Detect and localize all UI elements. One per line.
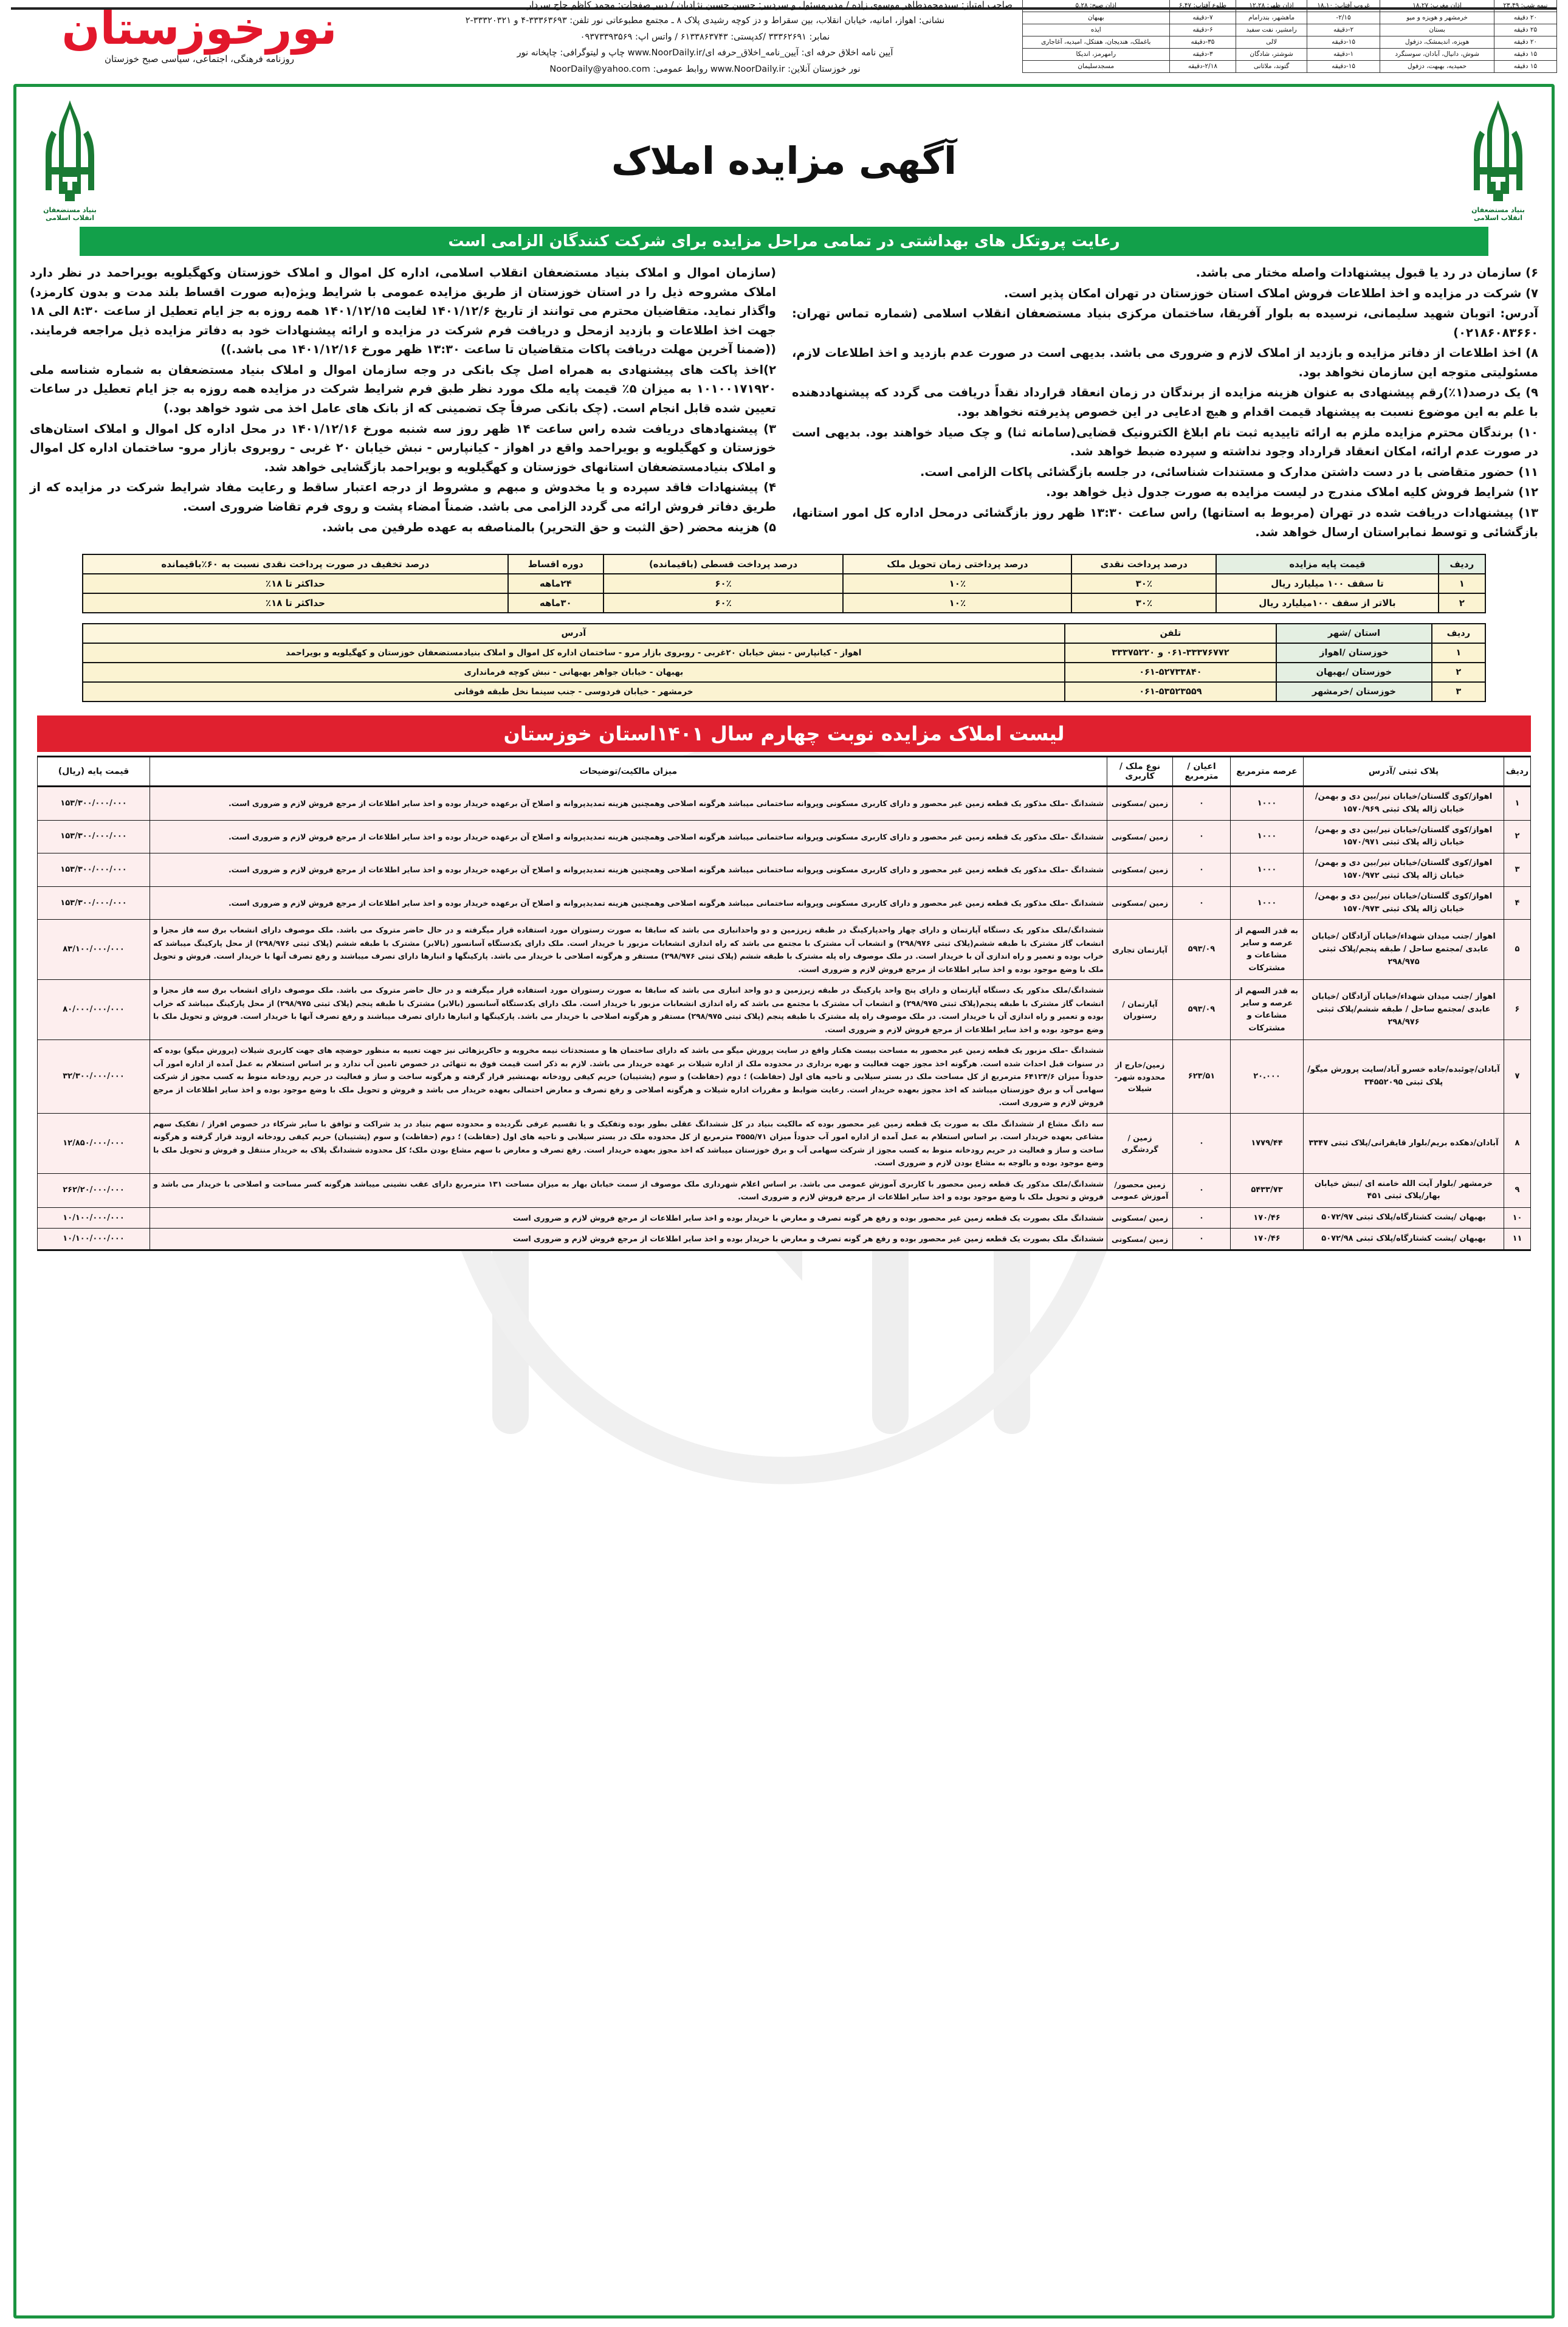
cell-address: خرمشهر - خیابان فردوسی - جنب سینما نخل طبقه فوقانی [83,682,1065,702]
imprint-line-2: نشانی: اهواز، امانیه، خیابان انقلاب، بین سقراط و دز کوچه رشیدی پلاک ۸ ـ مجتمع مطبوعاتی نور تلفن: ۳۳۳۶۳۶۹۳-۴ و ۳۳۳۲۰۳۲۱-۲ [465,16,945,26]
cell-address: بهبهان /پشت کشتارگاه/پلاک ثبتی ۵۰۷۲/۹۸ [1304,1229,1504,1250]
col-header-phone: تلفن [1065,624,1276,643]
cell-price: ۱۵۳/۳۰۰/۰۰۰/۰۰۰ [38,886,150,920]
clause: آدرس: اتوبان شهید سلیمانی، نرسیده به بلوار آفریقا، ساختمان مرکزی بنیاد مستضعفان انقلاب اسلامی (شماره تماس تهران: ۰۲۱۸۶۰۸۳۶۶۰) [792,306,1538,340]
prayer-times-table [1022,0,1557,72]
cell-land-area: ۵۴۳۳/۷۳ [1231,1173,1304,1207]
imprint-line-3: نمابر: ۳۳۳۶۲۶۹۱ /کدپستی: ۶۱۳۳۸۶۳۷۴۳ / واتس اپ: ۰۹۳۷۳۳۹۳۵۶۹ [580,32,830,42]
prayer-cell: ۱۵ دقیقه [1494,49,1556,61]
cell-usage: آپارتمان تجاری [1107,920,1173,980]
cell-notes: ششدانگ ملک بصورت یک قطعه زمین غیر محصور بوده و رفع هر گونه تصرف و معارض با خریدار بوده و اخذ سایر اطلاعات از مرجع فروش لازم و ضروری است [150,1207,1107,1229]
clause: (سازمان اموال و املاک بنیاد مستضعفان انقلاب اسلامی، اداره کل اموال و املاک خوزستان وکهگیلویه بویراحمد در نظر دارد املاک مشروحه ذیل را در استان خوزستان از طریق مزایده عمومی با شرایط ویژه(به صورت اقساط بلند مدت و بدون کارمزد) واگذار نماید. متقاضیان محترم می توانند از تاریخ ۱۴۰۱/۱۲/۶ لغایت ۱۴۰۱/۱۲/۱۵ همه روزه به جز ایام تعطیل از ساعت ۸:۳۰ الی ۱۸ جهت اخذ اطلاعات و بازدید ازمحل و دریافت فرم شرکت در مزایده و ارائه پیشنهادات خود به دفاتر مزایده ذیل مراجعه فرمایند. ((ضمنا آخرین مهلت دریافت پاکات متقاضیان تا ساعت ۱۳:۳۰ ظهر مورخ ۱۴۰۱/۱۲/۱۶ می باشد.)) [30,266,777,357]
cell-phone: ۰۶۱-۳۳۳۷۶۷۷۲ و ۳۳۳۷۵۲۲۰ [1065,643,1276,663]
prayer-cell: شوش، دانیال، آبادان، سوسنگرد [1380,49,1494,61]
cell-row-no: ۱ [1439,574,1485,593]
cell-phone: ۰۶۱-۵۲۷۳۳۸۴۰ [1065,663,1276,682]
cell-usage: زمین/خارج از محدوده شهر- شیلات [1107,1040,1173,1114]
clause: ۱۰) برندگان محترم مزایده ملزم به ارائه تاییدیه ثبت نام ابلاغ الکترونیک قضایی(سامانه ثنا) و چک صیاد خواهند بود. بدیهی است در صورت عدم ارائه، امکان انعقاد قرارداد وجود نداشته و سپرده ضبط خواهد شد. [792,425,1538,459]
cell-price: ۱۵۳/۳۰۰/۰۰۰/۰۰۰ [38,787,150,821]
cell-land-area: ۱۷۷۹/۴۴ [1231,1113,1304,1173]
col-header-building-area: اعیان /مترمربع [1173,757,1231,787]
prayer-cell: ۲/۱۵- [1307,12,1380,24]
cell-building-area: ۰ [1173,787,1231,821]
col-header-province-city: استان /شهر [1276,624,1432,643]
table-header-row [83,554,1485,574]
prayer-cell: ۱-دقیقه [1307,49,1380,61]
prayer-cell: ایذه [1023,24,1170,36]
clause: ۵) هزینه محضر (حق الثبت و حق التحریر) بالمناصفه به عهده طرفین می باشد. [322,520,776,534]
cell-row-no: ۲ [1432,663,1485,682]
cell-notes: ششدانگ/ملک مذکور یک دستگاه آپارتمان و دارای پنج واحد پارکینگ در طبقه زیرزمین و دو واحد انباری می باشد که سابقا به صورت رستوران مورد استفاده قرار میگرفته و در حال حاضر متروک می باشد. ملک موصوف دارای انشعاب برق سه فاز مجزا و انشعاب گاز مشترک با طبقه پنجم(پلاک ثبتی ۲۹۸/۹۷۵) و انشعاب آب مشترک با مجتمع می باشد که راه اندازی انشعابات مزبور با خریدار است. ملک دارای یکدستگاه آسانسور (بالابر) مشترک با طبقه پنجم (پلاک ثبتی ۲۹۸/۹۷۵) از محل پارکینگ میباشد که خراب بوده و تعمیر و راه اندازی آن با خریدار است. در ملک موصوف راه پله مشترک با طبقه پنجم (پلاک ثبتی ۲۹۸/۹۷۵) مستقر و هرگونه اصلاحی با خریدار می باشد. پارکینگها و انبارها دارای تصرف میباشند و رفع تصرف آنها با خریدار است. فروش و تحویل ملک با وضع موجود بوده و اخذ سایر اطلاعات از مرجع فروش لازم و ضروری است. [150,980,1107,1040]
cell-notes: ششدانگ/ملک مذکور یک دستگاه آپارتمان و دارای چهار واحدپارکینگ در طبقه زیرزمین و دو واحدانباری می باشد که سابقا به صورت رستوران مورد استفاده قرار میگرفته و در حال حاضر متروک می باشد. ملک موصوف دارای انشعاب برق سه فاز مجزا و انشعاب گاز مشترک با طبقه ششم(پلاک ثبتی ۲۹۸/۹۷۶) و انشعاب آب مشترک با مجتمع می باشد که راه اندازی انشعابات مزبور با خریدار است. ملک دارای یکدستگاه آسانسور (بالابر) مشترک با طبقه ششم (پلاک ثبتی ۲۹۸/۹۷۶) از محل پارکینگ میباشد که خراب بوده و تعمیر و راه اندازی آن با خریدار است. در ملک موصوف راه پله مشترک با طبقه ششم (پلاک ثبتی ۲۹۸/۹۷۶) مستقر و هرگونه اصلاحی با خریدار می باشد. پارکینگها و انبارها دارای تصرف میباشند و رفع تصرف آنها با خریدار است. فروش و تحویل ملک با وضع موجود بوده و اخذ سایر اطلاعات از مرجع فروش لازم و ضروری است. [150,920,1107,980]
cell-row-no: ۵ [1504,920,1531,980]
cell-building-area: ۰ [1173,886,1231,920]
cell-building-area: ۵۹۳/۰۹ [1173,980,1231,1040]
prayer-cell: ماهشهر، بندرامام [1236,12,1307,24]
cell-handover-pct: ۱۰٪ [843,593,1071,613]
table-header-row [38,757,1531,787]
newspaper-slogan: روزنامه فرهنگی، اجتماعی، سیاسی صبح خوزستان [104,53,295,65]
prayer-cell: ۳۵-دقیقه [1169,36,1236,49]
clause: ۱۱) حضور متقاضی با در دست داشتن مدارک و مستندات شناسائی، در جلسه بازگشائی پاکات الزامی است. [920,464,1538,479]
col-header-handover-pct: درصد پرداختی زمان تحویل ملک [843,554,1071,574]
bonyad-logo-icon [41,99,99,202]
cell-usage: زمین /مسکونی [1107,1229,1173,1250]
prayer-cell: خرمشهر و هویزه و میو [1380,12,1494,24]
cell-land-area: ۱۰۰۰ [1231,886,1304,920]
cell-base-price: تا سقف ۱۰۰ میلیارد ریال [1216,574,1438,593]
prayer-cell: حمیدیه، بهبهت، دزفول [1380,61,1494,73]
cell-address: بهبهان - خیابان جواهر بهبهانی - نبش کوچه فرمانداری [83,663,1065,682]
cell-address: اهواز/کوی گلستان/خیابان نیر/بین دی و بهمن/خیابان ژاله پلاک ثبتی ۱۵۷۰/۹۶۹ [1304,787,1504,821]
prayer-cell: ۶-دقیقه [1169,24,1236,36]
cell-notes: ششدانگ -ملک مذکور یک قطعه زمین غیر محصور و دارای کاربری مسکونی وپروانه ساختمانی میباشد هرگونه اصلاحی وهمچنین هزینه تمدیدپروانه و اصلاح آن برعهده خریدار بوده و اخذ سایر اطلاعات از مرجع فروش لازم و ضروری است. [150,886,1107,920]
table-row [38,1040,1531,1114]
prayer-cell: شوشتر، شادگان [1236,49,1307,61]
cell-row-no: ۷ [1504,1040,1531,1114]
cell-usage: زمین /مسکونی [1107,853,1173,887]
cell-price: ۱۵۳/۳۰۰/۰۰۰/۰۰۰ [38,853,150,887]
cell-notes: ششدانگ/ملک مذکور یک قطعه زمین محصور با کاربری آموزش عمومی می باشد. بر اساس اعلام شهرداری ملک موصوف از سمت خیابان بهار به میزان مساحت ۱۳۱ مترمربع دارای عقب نشینی میباشد هرگونه کسر مساحت و اصلاحی با خریدار می باشد و فروش و تحویل ملک با وضع موجود بوده و اخذ سایر اطلاعات از مرجع فروش لازم و ضروری است. [150,1173,1107,1207]
property-list-wrapper [27,756,1541,1251]
prayer-cell: بهبهان [1023,12,1170,24]
prayer-row [1023,12,1557,24]
cell-notes: ششدانگ -ملک مذکور یک قطعه زمین غیر محصور و دارای کاربری مسکونی وپروانه ساختمانی میباشد هرگونه اصلاحی وهمچنین هزینه تمدیدپروانه و اصلاح آن برعهده خریدار بوده و اخذ سایر اطلاعات از مرجع فروش لازم و ضروری است. [150,820,1107,853]
table-row [38,853,1531,887]
ad-body-left-column [792,263,1538,543]
prayer-row [1023,49,1557,61]
cell-province-city: خوزستان /بهبهان [1276,663,1432,682]
table-row [38,1173,1531,1207]
prayer-cell: ۳-دقیقه [1169,49,1236,61]
clause: ۴) پیشنهادات فاقد سپرده و یا مخدوش و مبهم و مشروط از درجه اعتبار ساقط و رعایت مفاد شرایط شرکت در مزایده که از طریق دفاتر فروش ارائه می گردد الزامی می باشد. ضمناً امضاء پشت و روی فرم تقاضا ضروری است. [30,480,776,514]
prayer-cell: لالی [1236,36,1307,49]
imprint-line-4: آیین نامه اخلاق حرفه ای: آیین_نامه_اخلاق_حرفه ای/www.NoorDaily.ir چاپ و لیتوگرافی: چاپخانه نور [517,48,893,58]
property-list-banner: لیست املاک مزایده نوبت چهارم سال ۱۴۰۱استان خوزستان [37,715,1531,752]
table-row [38,920,1531,980]
col-header-ownership-notes: میزان مالکیت/توضیحات [150,757,1107,787]
cell-period: ۳۰ماهه [508,593,603,613]
cell-period: ۲۴ماهه [508,574,603,593]
col-header-usage: نوع ملک /کاربری [1107,757,1173,787]
cell-usage: زمین /مسکونی [1107,787,1173,821]
prayer-header-cell: اذان ظهر: ۱۲.۲۸ [1236,0,1307,12]
cell-building-area: ۵۹۳/۰۹ [1173,920,1231,980]
cell-usage: زمین /گردشگری [1107,1113,1173,1173]
col-header-address: پلاک ثبتی /آدرس [1304,757,1504,787]
table-row [38,980,1531,1040]
table-row [38,820,1531,853]
imprint-line-5: نور خوزستان آنلاین: www.NoorDaily.ir روابط عمومی: NoorDaily@yahoo.com [549,64,861,74]
offices-table [82,623,1486,702]
cell-building-area: ۰ [1173,1229,1231,1250]
clause: ۱۲) شرایط فروش کلیه املاک مندرج در لیست مزایده به صورت جدول ذیل خواهد بود. [1046,485,1538,500]
cell-price: ۱۰/۱۰۰/۰۰۰/۰۰۰ [38,1229,150,1250]
cell-row-no: ۳ [1504,853,1531,887]
cell-notes: سه دانگ مشاع از ششدانگ ملک به صورت یک قطعه زمین غیر محصور بوده که مالکیت بنیاد در کل ششدانگ عقلی بطور بوده وتفکیک و یا تقسیم عرفی نگردیده و محدوده سهم بنیاد در ید شراکت و توافق با سایر شرکاء در خصوص افراز / تفکیک سهم مشاعی بعهده خریدار است. بر اساس استعلام به عمل آمده از اداره امور آب حدوداً میزان ۳۵۵۵/۷۱ مترمربع از کل محدوده ملک در بستر سیلابی و ناحیه های اول (حفاظت) ؛ دوم (حفاظت) و سوم (پشتیبان) حریم کیفی رودخانه اروند قرار گرفته و هرگونه ساخت و ساز و فعالیت در حریم رودخانه منوط به کسب مجوز از شرکت سهامی آب و برق خوزستان میباشد که اخذ مجوز بعهده خریدار است. رفع تصرف و معارض با سهم مشاع بودن ملک؛ کل محدوده ششدانگ پلاک به خریدار منتقل و فروش و تحویل ملک با وضع موجود بوده و بالوجه به مشاع بودن لازم و ضروری است. [150,1113,1107,1173]
newspaper-title: نورخوزستان [61,2,337,55]
prayer-cell: ۲۰ دقیقه [1494,36,1556,49]
ad-body-columns [27,263,1541,543]
prayer-cell: گتوند، ملاثانی [1236,61,1307,73]
prayer-row [1023,61,1557,73]
cell-row-no: ۹ [1504,1173,1531,1207]
cell-address: اهواز - کیانپارس - نبش خیابان ۲۰غربی - روبروی بازار مرو - ساختمان اداره کل اموال و املاک بنیادمستضعفان خوزستان و کهگیلویه و بویراحمد [83,643,1065,663]
cell-land-area: ۱۷۰/۴۶ [1231,1229,1304,1250]
health-protocol-banner: رعایت پروتکل های بهداشتی در تمامی مراحل مزایده برای شرکت کنندگان الزامی است [80,227,1488,256]
col-header-row-no: ردیف [1439,554,1485,574]
cell-row-no: ۲ [1439,593,1485,613]
cell-land-area: ۱۰۰۰ [1231,787,1304,821]
table-header-row [83,624,1485,643]
col-header-row-no: ردیف [1504,757,1531,787]
prayer-cell: ۱۵-دقیقه [1307,36,1380,49]
col-header-cash-pct: درصد پرداخت نقدی [1071,554,1216,574]
cell-building-area: ۰ [1173,820,1231,853]
cell-province-city: خوزستان /خرمشهر [1276,682,1432,702]
cell-building-area: ۰ [1173,1207,1231,1229]
cell-land-area: ۱۰۰۰ [1231,853,1304,887]
cell-row-no: ۶ [1504,980,1531,1040]
cell-notes: ششدانگ -ملک مزبور یک قطعه زمین غیر محصور به مساحت بیست هکتار واقع در سایت پرورش میگو می باشد که دارای ساختمان ها و مستحدثات نیمه مخروبه و حاکریزهائی نیز جهت تعبیه به منظور حوضچه های جهت کاربری شیلات (پرورش میگو) بوده که در سنوات قبل احداث شده است. هرگونه اخذ مجوز جهت فعالیت و بهره برداری در محدوده ملک از اداره شیلات بر عهده خریدار می باشد. لازم به ذکر است قیمت فوق به تنهائی در خصوص تامین آب ندارد و بر اساس استعلام به عمل آمده از اداره امور آب حدوداً میزان ۶۴۱۲۴/۶ مترمربع از کل مساحت ملک در بستر سیلابی و ناحیه های اول (حفاظت) ؛ دوم (حفاظت) و سوم (پشتیبان) حریم کیفی رودخانه بهمنشیر قرار گرفته و هرگونه ساخت و ساز و فعالیت در حریم رودخانه منوط به کسب مجوز از شرکت سهامی آب و برق خوزستان میباشد که اخذ مجوز بعهده خریدار است. رعایت ضوابط و مقررات اداره شیلات و هرگونه اصلاحی و رفع تصرف و معارض احتمالی بعهده خریدار می باشد و فروش و تحویل ملک با وضع موجود بوده و اخذ سایر اطلاعات از مرجع فروش لازم و ضروری است. [150,1040,1107,1114]
ad-body-right-column [30,263,776,543]
cell-row-no: ۱ [1504,787,1531,821]
payment-terms-table-wrapper [27,551,1541,613]
cell-notes: ششدانگ -ملک مذکور یک قطعه زمین غیر محصور و دارای کاربری مسکونی وپروانه ساختمانی میباشد هرگونه اصلاحی وهمچنین هزینه تمدیدپروانه و اصلاح آن برعهده خریدار بوده و اخذ سایر اطلاعات از مرجع فروش لازم و ضروری است. [150,853,1107,887]
prayer-cell: ۱۵ دقیقه [1494,61,1556,73]
bonyad-logo-icon [1469,99,1527,202]
clause: ۹) یک درصد(۱٪)رقم پیشنهادی به عنوان هزینه مزایده از برندگان در زمان انعقاد قرارداد نقداً دریافت می گردد که پیشنهاددهنده با علم به این موضوع نسبت به پیشنهاد قیمت اقدام و هیچ ادعایی در این خصوص پذیرفته نخواهد بود. [792,385,1539,419]
prayer-row [1023,24,1557,36]
cell-price: ۱۰/۱۰۰/۰۰۰/۰۰۰ [38,1207,150,1229]
table-row [38,886,1531,920]
cell-usage: آپارتمان /رستوران [1107,980,1173,1040]
cell-row-no: ۱۱ [1504,1229,1531,1250]
col-header-base-price: قیمت پایه (ریال) [38,757,150,787]
payment-terms-table [82,554,1486,613]
prayer-header-cell: غروب آفتاب: ۱۸.۱۰ [1307,0,1380,12]
table-row [38,1229,1531,1250]
prayer-header-cell: اذان مغرب: ۱۸.۲۷ [1380,0,1494,12]
cell-land-area: ۱۰۰۰ [1231,820,1304,853]
cell-row-no: ۸ [1504,1113,1531,1173]
cell-installment-pct: ۶۰٪ [603,593,844,613]
prayer-row [1023,36,1557,49]
cell-discount: حداکثر تا ۱۸٪ [83,574,508,593]
cell-address: اهواز /جنب میدان شهداء/خیابان آزادگان /خیابان عابدی /مجتمع ساحل / طبقه پنجم/پلاک ثبتی ۲۹۸/۹۷۵ [1304,920,1504,980]
cell-address: اهواز/کوی گلستان/خیابان نیر/بین دی و بهمن/خیابان ژاله پلاک ثبتی ۱۵۷۰/۹۷۱ [1304,820,1504,853]
prayer-cell: رامهرمز، اندیکا [1023,49,1170,61]
cell-base-price: بالاتر از سقف ۱۰۰میلیارد ریال [1216,593,1438,613]
prayer-cell: ۲-دقیقه [1307,24,1380,36]
cell-building-area: ۰ [1173,853,1231,887]
cell-address: بهبهان /پشت کشتارگاه/پلاک ثبتی ۵۰۷۲/۹۷ [1304,1207,1504,1229]
cell-usage: زمین /مسکونی [1107,886,1173,920]
cell-discount: حداکثر تا ۱۸٪ [83,593,508,613]
cell-price: ۱۲/۸۵۰/۰۰۰/۰۰۰ [38,1113,150,1173]
emblem-caption: بنیاد مستضعفان انقلاب اسلامی [1471,206,1525,222]
col-header-installment-pct: درصد پرداخت قسطی (باقیمانده) [603,554,844,574]
table-row [83,593,1485,613]
clause: ۸) اخذ اطلاعات از دفاتر مزایده و بازدید از املاک لازم و ضروری می باشد. بدیهی است در صورت عدم بازدید و اخذ اطلاعات لازم، مسئولیتی متوجه این سازمان نخواهد بود. [792,346,1538,379]
prayer-cell: رامشیر، نفت سفید [1236,24,1307,36]
masthead-imprint [388,0,1022,72]
cell-land-area: ۲۰.۰۰۰ [1231,1040,1304,1114]
masthead [0,0,1568,72]
property-list-table [37,756,1531,1251]
clause: ۲)اخذ پاکت های پیشنهادی به همراه اصل چک بانکی در وجه سازمان اموال و املاک بنیاد مستضعفان به شماره شناسه ملی ۱۰۱۰۰۱۷۱۹۲۰ به میزان ۵٪ قیمت پایه ملک مورد نظر طبق فرم شرایط شرکت در مزایده همه روزه به جز ایام تعطیل در ساعات تعیین شده قابل انجام است. (چک بانکی صرفاً چک تضمینی که از بانک های عامل اخذ می شود خواهد بود.) [30,362,776,416]
col-header-installment-period: دوره اقساط [508,554,603,574]
cell-row-no: ۱ [1432,643,1485,663]
col-header-discount: درصد تخفیف در صورت پرداخت نقدی نسبت به ۶۰٪باقیمانده [83,554,508,574]
col-header-address: آدرس [83,624,1065,643]
clause: ۶) سازمان در رد یا قبول پیشنهادات واصله مختار می باشد. [1195,266,1538,280]
prayer-cell: ۱۵-دقیقه [1307,61,1380,73]
cell-price: ۸۳/۱۰۰/۰۰۰/۰۰۰ [38,920,150,980]
cell-row-no: ۳ [1432,682,1485,702]
prayer-cell: ۲/۱۸-دقیقه [1169,61,1236,73]
imprint-line-1: صاحب امتیاز: سیدمحمدطاهر موسوی زاده / مدیرمسئول و سردبیر: حسین حسین نژادیان / دبیر صفحات: محمد کاظم حاج سردار [527,0,1013,10]
foundation-emblem-right [1462,99,1535,222]
cell-phone: ۰۶۱-۵۳۵۲۳۵۵۹ [1065,682,1276,702]
prayer-cell: ۲۰ دقیقه [1494,12,1556,24]
cell-address: خرمشهر /بلوار آیت الله خامنه ای /نبش خیابان بهار/پلاک ثبتی ۴۵۱ [1304,1173,1504,1207]
foundation-emblem-left [33,99,106,222]
cell-cash-pct: ۳۰٪ [1071,574,1216,593]
prayer-cell: هویزه، اندیمشک، دزفول [1380,36,1494,49]
cell-usage: زمین /مسکونی [1107,1207,1173,1229]
cell-building-area: ۰ [1173,1173,1231,1207]
cell-cash-pct: ۳۰٪ [1071,593,1216,613]
prayer-cell: مسجدسلیمان [1023,61,1170,73]
advertisement-frame [13,84,1555,2318]
cell-price: ۳۲/۳۰۰/۰۰۰/۰۰۰ [38,1040,150,1114]
prayer-cell: ۲۵ دقیقه [1494,24,1556,36]
table-row [83,663,1485,682]
prayer-header-cell: طلوع آفتاب: ۶.۴۷ [1169,0,1236,12]
cell-address: اهواز/کوی گلستان/خیابان نیر/بین دی و بهمن/خیابان ژاله پلاک ثبتی ۱۵۷۰/۹۷۲ [1304,853,1504,887]
clause: ۷) شرکت در مزایده و اخذ اطلاعات فروش املاک استان خوزستان در تهران امکان پذیر است. [1003,286,1538,300]
prayer-cell: ۷-دقیقه [1169,12,1236,24]
cell-usage: زمین محصور/آموزش عمومی [1107,1173,1173,1207]
offices-table-wrapper [27,623,1541,702]
cell-land-area: به قدر السهم از عرصه و سایر مشاعات و مشترکات [1231,920,1304,980]
cell-address: اهواز /جنب میدان شهداء/خیابان آزادگان /خیابان عابدی /مجتمع ساحل / طبقه ششم/پلاک ثبتی ۲۹۸/۹۷۶ [1304,980,1504,1040]
cell-address: اهواز/کوی گلستان/خیابان نیر/بین دی و بهمن/خیابان ژاله پلاک ثبتی ۱۵۷۰/۹۷۳ [1304,886,1504,920]
cell-notes: ششدانگ -ملک مذکور یک قطعه زمین غیر محصور و دارای کاربری مسکونی وپروانه ساختمانی میباشد هرگونه اصلاحی وهمچنین هزینه تمدیدپروانه و اصلاح آن برعهده خریدار بوده و اخذ سایر اطلاعات از مرجع فروش لازم و ضروری است. [150,787,1107,821]
cell-land-area: ۱۷۰/۴۶ [1231,1207,1304,1229]
emblem-caption: بنیاد مستضعفان انقلاب اسلامی [43,206,97,222]
cell-installment-pct: ۶۰٪ [603,574,844,593]
cell-address: آبادان/چوئبده/جاده خسرو آباد/سایت پرورش میگو/پلاک ثبتی ۳۴۵۵۲۰۹۵ [1304,1040,1504,1114]
clause: ۳) پیشنهادهای دریافت شده راس ساعت ۱۴ ظهر روز سه شنبه مورخ ۱۴۰۱/۱۲/۱۶ در محل اداره کل اموال و املاک استان‌های خوزستان و کهگیلویه و بویراحمد واقع در اهواز - کیانپارس - نبش خیابان ۲۰ غربی - روبروی بازار مرو- ساختمان اداره کل اموال و املاک بنیادمستضعفان استانهای خوزستان و کهگیلویه و بویراحمد بازگشایی خواهد شد. [30,421,776,474]
cell-address: آبادان/دهکده بریم/بلوار قایقرانی/پلاک ثبتی ۳۳۴۷ [1304,1113,1504,1173]
cell-building-area: ۶۲۳/۵۱ [1173,1040,1231,1114]
cell-notes: ششدانگ ملک بصورت یک قطعه زمین غیر محصور بوده و رفع هر گونه تصرف و معارض با خریدار بوده و اخذ سایر اطلاعات از مرجع فروش لازم و ضروری است [150,1229,1107,1250]
cell-price: ۱۵۳/۳۰۰/۰۰۰/۰۰۰ [38,820,150,853]
prayer-header-row [1023,0,1557,12]
cell-row-no: ۴ [1504,886,1531,920]
table-row [38,1113,1531,1173]
advertisement-content [27,95,1541,1251]
table-row [83,643,1485,663]
cell-land-area: به قدر السهم از عرصه و سایر مشاعات و مشترکات [1231,980,1304,1040]
table-row [38,1207,1531,1229]
cell-usage: زمین /مسکونی [1107,820,1173,853]
prayer-header-cell: اذان صبح: ۵.۲۸ [1023,0,1170,12]
table-row [83,682,1485,702]
col-header-base-price: قیمت پایه مزایده [1216,554,1438,574]
table-row [38,787,1531,821]
prayer-header-cell: نیمه شب: ۲۳.۴۹ [1494,0,1556,12]
prayer-cell: بستان [1380,24,1494,36]
ad-title-row [27,95,1541,223]
clause: ۱۳) پیشنهادات دریافت شده در تهران (مربوط به استانها) راس ساعت ۱۳:۳۰ ظهر روز بازگشائی درمحل اداره کل امور استانها، بازگشائی و توسط نمابراستان ارسال خواهد شد. [792,505,1538,539]
cell-price: ۲۶۲/۲۰/۰۰۰/۰۰۰ [38,1173,150,1207]
cell-province-city: خوزستان /اهواز [1276,643,1432,663]
cell-price: ۸۰/۰۰۰/۰۰۰/۰۰۰ [38,980,150,1040]
cell-row-no: ۲ [1504,820,1531,853]
col-header-land-area: عرصه مترمربع [1231,757,1304,787]
cell-row-no: ۱۰ [1504,1207,1531,1229]
page-title: آگهی مزایده املاک [611,138,957,183]
cell-handover-pct: ۱۰٪ [843,574,1071,593]
table-row [83,574,1485,593]
newspaper-logo [11,0,388,72]
col-header-row-no: ردیف [1432,624,1485,643]
prayer-cell: باغملک، هندیجان، هفتکل، امیدیه، آغاجاری [1023,36,1170,49]
cell-building-area: ۰ [1173,1113,1231,1173]
